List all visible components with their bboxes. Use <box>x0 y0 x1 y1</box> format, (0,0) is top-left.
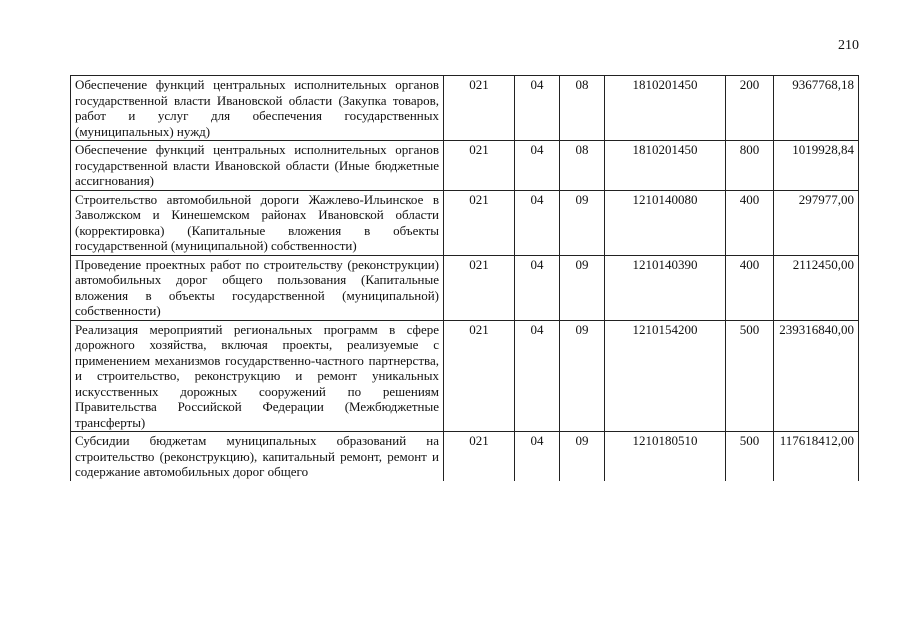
subsection-code: 09 <box>560 432 605 481</box>
subsection-code: 09 <box>560 255 605 320</box>
subsection-code: 09 <box>560 320 605 432</box>
amount: 297977,00 <box>774 190 859 255</box>
table-row <box>71 432 859 481</box>
expense-type-code: 800 <box>726 141 774 191</box>
row-description: Строительство автомобильной дороги Жажлево-Ильинское в Заволжском и Кинешемском районах Ивановской области (корректировка) (Капитальные вложения в объекты государственной (муниципальной) собственности) <box>71 190 444 255</box>
amount: 239316840,00 <box>774 320 859 432</box>
table-row <box>71 190 859 255</box>
table-row <box>71 141 859 191</box>
target-article-code: 1210140080 <box>605 190 726 255</box>
target-article-code: 1210140390 <box>605 255 726 320</box>
row-description: Субсидии бюджетам муниципальных образований на строительство (реконструкцию), капитальный ремонт, ремонт и содержание автомобильных дорог общего <box>71 432 444 481</box>
ministry-code: 021 <box>444 76 515 141</box>
ministry-code: 021 <box>444 320 515 432</box>
row-description: Обеспечение функций центральных исполнительных органов государственной власти Ивановской области (Иные бюджетные ассигнования) <box>71 141 444 191</box>
amount: 2112450,00 <box>774 255 859 320</box>
ministry-code: 021 <box>444 432 515 481</box>
target-article-code: 1210154200 <box>605 320 726 432</box>
table-row <box>71 320 859 432</box>
section-code: 04 <box>515 76 560 141</box>
ministry-code: 021 <box>444 255 515 320</box>
row-description: Обеспечение функций центральных исполнительных органов государственной власти Ивановской области (Закупка товаров, работ и услуг для обеспечения государственных (муниципальных) нужд) <box>71 76 444 141</box>
row-description: Проведение проектных работ по строительству (реконструкции) автомобильных дорог общего пользования (Капитальные вложения в объекты государственной (муниципальной) собственности) <box>71 255 444 320</box>
row-description: Реализация мероприятий региональных программ в сфере дорожного хозяйства, включая проекты, реализуемые с применением механизмов государственно-частного партнерства, и строительство, реконструкцию и ремонт уникальных искусственных дорожных сооружений по решениям Правительства Российской Федерации (Межбюджетные трансферты) <box>71 320 444 432</box>
ministry-code: 021 <box>444 141 515 191</box>
section-code: 04 <box>515 255 560 320</box>
section-code: 04 <box>515 141 560 191</box>
amount: 1019928,84 <box>774 141 859 191</box>
amount: 9367768,18 <box>774 76 859 141</box>
expense-type-code: 400 <box>726 190 774 255</box>
amount: 117618412,00 <box>774 432 859 481</box>
section-code: 04 <box>515 432 560 481</box>
target-article-code: 1810201450 <box>605 141 726 191</box>
section-code: 04 <box>515 320 560 432</box>
subsection-code: 09 <box>560 190 605 255</box>
section-code: 04 <box>515 190 560 255</box>
table-row <box>71 76 859 141</box>
target-article-code: 1210180510 <box>605 432 726 481</box>
budget-table <box>70 75 859 481</box>
ministry-code: 021 <box>444 190 515 255</box>
expense-type-code: 400 <box>726 255 774 320</box>
target-article-code: 1810201450 <box>605 76 726 141</box>
subsection-code: 08 <box>560 76 605 141</box>
expense-type-code: 500 <box>726 432 774 481</box>
page-number: 210 <box>838 38 859 53</box>
table-row <box>71 255 859 320</box>
expense-type-code: 200 <box>726 76 774 141</box>
expense-type-code: 500 <box>726 320 774 432</box>
subsection-code: 08 <box>560 141 605 191</box>
